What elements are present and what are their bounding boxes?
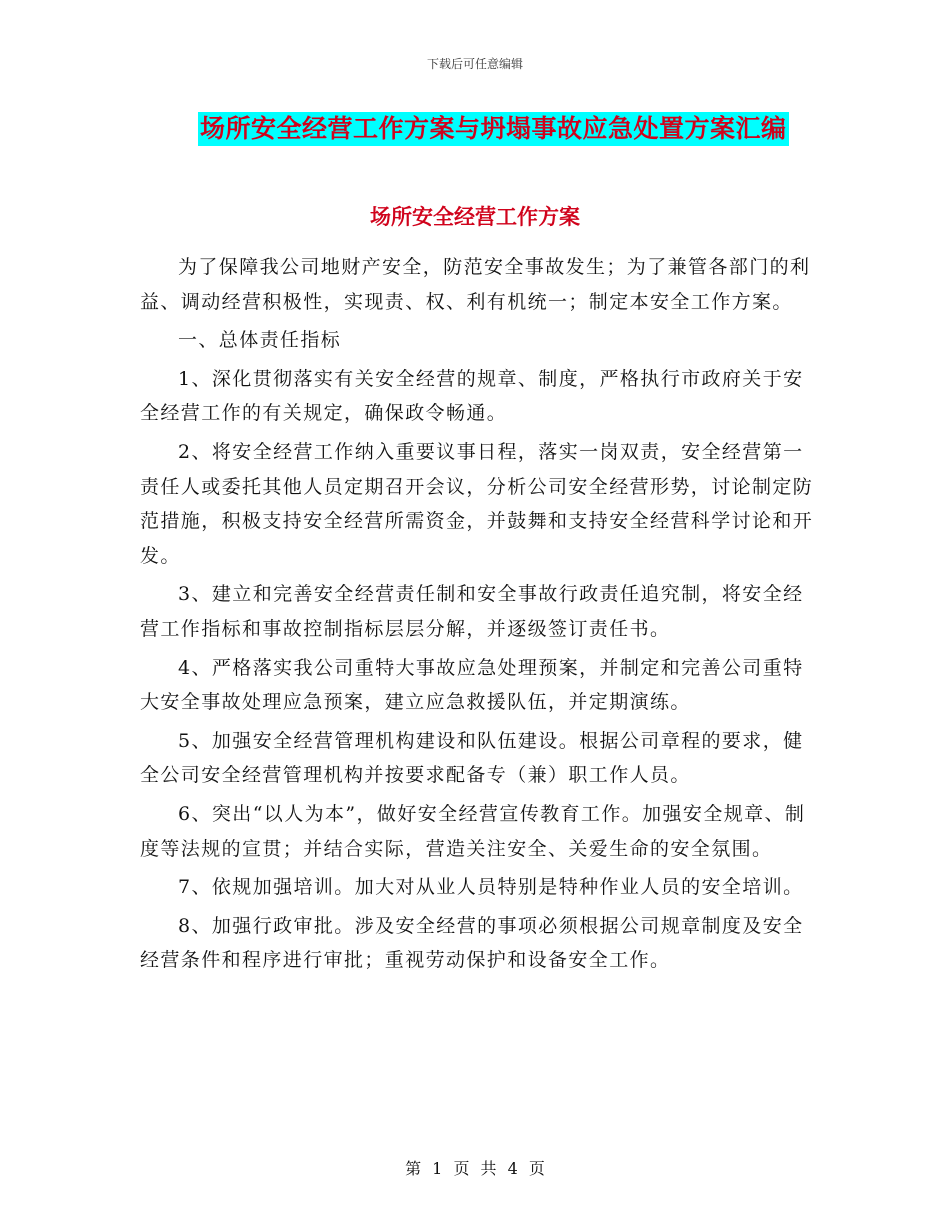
paragraph-item-4: 4、严格落实我公司重特大事故应急处理预案，并制定和完善公司重特大安全事故处理应急预案，建立应急救援队伍，并定期演练。 — [140, 656, 804, 714]
document-body — [140, 250, 820, 982]
paragraph-item-2: 2、将安全经营工作纳入重要议事日程，落实一岗双责，安全经营第一责任人或委托其他人员定期召开会议，分析公司安全经营形势，讨论制定防范措施，积极支持安全经营所需资金，并鼓舞和支持安全经营科学讨论和开发。 — [140, 440, 814, 567]
paragraph-intro: 为了保障我公司地财产安全，防范安全事故发生；为了兼管各部门的利益、调动经营积极性，实现责、权、利有机统一；制定本安全工作方案。 — [140, 256, 811, 313]
paragraph-item-1: 1、深化贯彻落实有关安全经营的规章、制度，严格执行市政府关于安全经营工作的有关规定，确保政令畅通。 — [140, 367, 804, 425]
paragraph-item-8: 8、加强行政审批。涉及安全经营的事项必须根据公司规章制度及安全经营条件和程序进行审批；重视劳动保护和设备安全工作。 — [140, 914, 804, 972]
section-title: 场所安全经营工作方案 — [370, 204, 580, 229]
paragraph-item-6: 6、突出“以人为本”，做好安全经营宣传教育工作。加强安全规章、制度等法规的宣贯；并结合实际，营造关注安全、关爱生命的安全氛围。 — [140, 802, 806, 860]
document-main-title: 场所安全经营工作方案与坍塌事故应急处置方案汇编 — [198, 112, 789, 146]
paragraph-item-5: 5、加强安全经营管理机构建设和队伍建设。根据公司章程的要求，健全公司安全经营管理机构并按要求配备专（兼）职工作人员。 — [140, 729, 804, 787]
page-number-footer: 第 1 页 共 4 页 — [405, 1159, 545, 1178]
paragraph-item-3: 3、建立和完善安全经营责任制和安全事故行政责任追究制，将安全经营工作指标和事故控制指标层层分解，并逐级签订责任书。 — [140, 583, 804, 640]
paragraph-heading-1: 一、总体责任指标 — [178, 329, 342, 352]
header-note: 下载后可任意编辑 — [426, 57, 523, 71]
paragraph-item-7: 7、依规加强培训。加大对从业人员特别是特种作业人员的安全培训。 — [178, 876, 804, 899]
